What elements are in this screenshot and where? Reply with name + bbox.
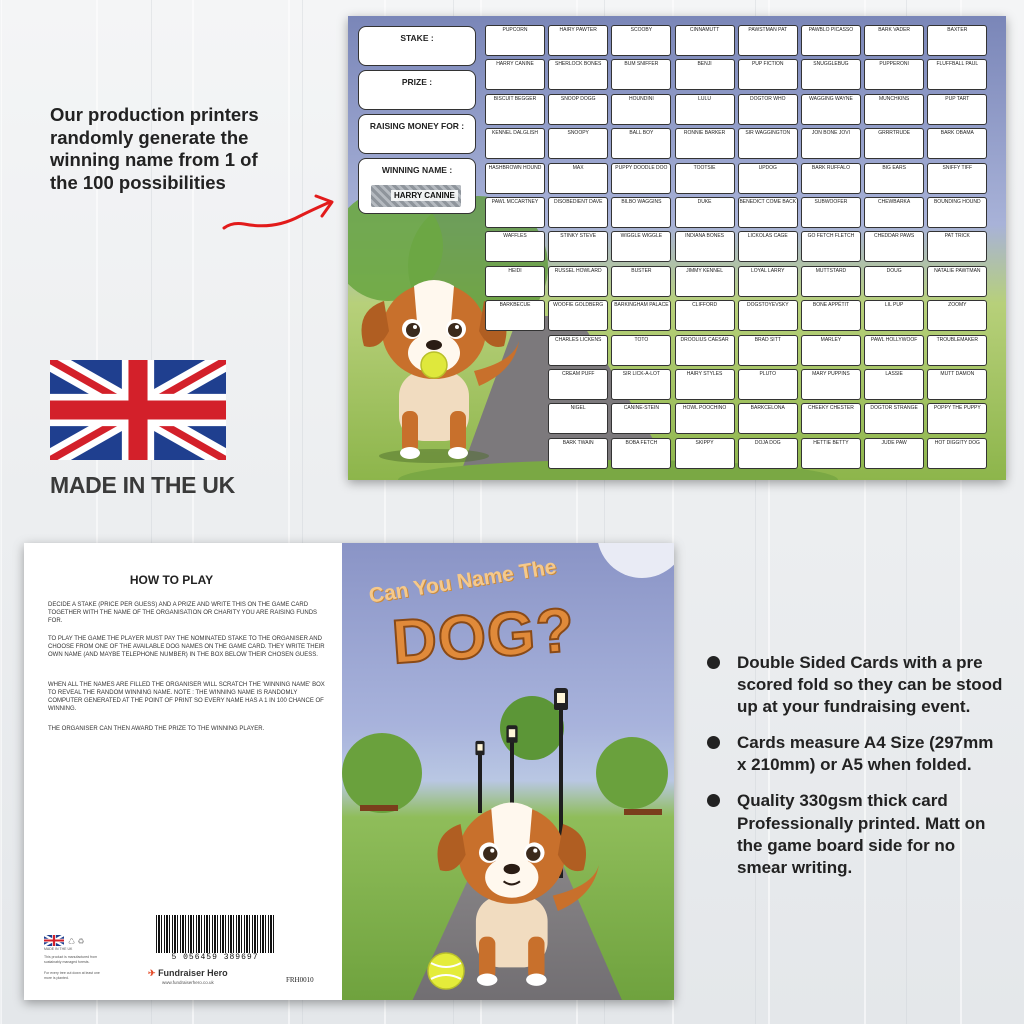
dog-name-cell[interactable]: BIG EARS	[864, 163, 924, 194]
dog-name-cell[interactable]: POPPY THE PUPPY	[927, 403, 987, 434]
game-card-back	[24, 543, 674, 1000]
lamp-icon	[554, 688, 568, 710]
lamp-icon	[506, 725, 517, 743]
dog-name-cell[interactable]: TROUBLEMAKER	[927, 335, 987, 366]
dog-name-cell[interactable]: PAWBLO PICASSO	[801, 25, 861, 56]
red-arrow-icon	[220, 192, 340, 242]
dog-name-cell[interactable]: MARLEY	[801, 335, 861, 366]
dog-name-cell[interactable]: MUNCHKINS	[864, 94, 924, 125]
dog-name-cell[interactable]: PUPPY DOODLE DOO	[611, 163, 671, 194]
dog-name-cell[interactable]: JON BONE JOVI	[801, 128, 861, 159]
dog-name-cell[interactable]: BISCUIT BEGGER	[485, 94, 545, 125]
cover-title-line1: Can You Name The	[367, 555, 558, 608]
game-card-front	[348, 16, 1006, 480]
dog-name-cell[interactable]: CINNAMUTT	[675, 25, 735, 56]
dog-name-cell[interactable]: HASHBROWN HOUND	[485, 163, 545, 194]
dog-name-cell[interactable]: BONE APPÉTIT	[801, 300, 861, 331]
dog-name-cell[interactable]: BENJI	[675, 59, 735, 90]
dog-name-cell[interactable]: WIGGLE WIGGLE	[611, 231, 671, 262]
dog-name-cell[interactable]: WOOFIE GOLDBERG	[548, 300, 608, 331]
dog-name-cell[interactable]: KENNEL DALGLISH	[485, 128, 545, 159]
dog-name-cell[interactable]: DUKE	[675, 197, 735, 228]
made-in-small: MADE IN THE UK	[44, 947, 73, 951]
dog-name-cell[interactable]: SUBWOOFER	[801, 197, 861, 228]
dog-name-cell[interactable]: RUSSEL HOWLARD	[548, 266, 608, 297]
dog-name-cell[interactable]: LASSIE	[864, 369, 924, 400]
feature-item	[705, 732, 1005, 776]
rule-paragraph: THE ORGANISER CAN THEN AWARD THE PRIZE TO THE WINNING PLAYER.	[48, 726, 265, 732]
dog-name-cell[interactable]: INDIANA BONES	[675, 231, 735, 262]
dog-name-cell[interactable]: LIL PUP	[864, 300, 924, 331]
dog-name-cell[interactable]: BENEDICT COME BACK	[738, 197, 798, 228]
dog-name-cell[interactable]: BARKINGHAM PALACE	[611, 300, 671, 331]
dog-name-cell[interactable]: PUPPERONI	[864, 59, 924, 90]
dog-name-cell[interactable]: PAWL MCCARTNEY	[485, 197, 545, 228]
dog-name-cell[interactable]: MUTTSTARD	[801, 266, 861, 297]
dog-name-cell[interactable]: TOOTSIE	[675, 163, 735, 194]
dog-name-cell[interactable]: SKIPPY	[675, 438, 735, 469]
dog-name-cell[interactable]: SHERLOCK BONES	[548, 59, 608, 90]
dog-name-cell[interactable]: HARRY CANINE	[485, 59, 545, 90]
tree-note: For every tree cut down at least one more is planted.	[44, 971, 100, 980]
dog-name-cell[interactable]: BARKBECUE	[485, 300, 545, 331]
dog-name-cell[interactable]: HETTIE BETTY	[801, 438, 861, 469]
dog-name-cell[interactable]: PAWSTMAN PAT	[738, 25, 798, 56]
feature-item	[705, 652, 1005, 718]
dog-name-cell[interactable]: DROOLIUS CAESAR	[675, 335, 735, 366]
made-in-uk-label: MADE IN THE UK	[50, 472, 235, 498]
dog-name-cell[interactable]: LULU	[675, 94, 735, 125]
dog-name-cell[interactable]: BARK RUFFALO	[801, 163, 861, 194]
printer-note: Our production printers randomly generate the winning name from 1 of the 100 possibilities	[50, 104, 259, 193]
dog-name-cell[interactable]: RONNIE BARKER	[675, 128, 735, 159]
tennis-ball-icon	[426, 951, 466, 991]
brand-url: www.fundraiserhero.co.uk	[162, 980, 214, 985]
how-to-play-title: HOW TO PLAY	[129, 573, 214, 587]
rule-paragraph: DECIDE A STAKE (PRICE PER GUESS) AND A PRIZE AND WRITE THIS ON THE GAME CARD TOGETHER WITH THE NAME OF THE ORGANISATION OR CHARITY YOU ARE RAISING FUNDS FOR.	[48, 602, 318, 625]
dog-name-cell[interactable]: LOYAL LARRY	[738, 266, 798, 297]
dog-name-cell[interactable]: BARK VADER	[864, 25, 924, 56]
rule-paragraph: WHEN ALL THE NAMES ARE FILLED THE ORGANISER WILL SCRATCH THE 'WINNING NAME' BOX TO REVEAL THE RANDOM WINNING NAME. NOTE : THE WINNING NAME IS RANDOMLY COMPUTER GENERATED AT THE POINT OF PRINT SO EVERY NAME HAS A 1 IN 100 CHANCE OF WINNING.	[48, 682, 325, 713]
dog-name-cell[interactable]: HOUNDINI	[611, 94, 671, 125]
dog-name-cell[interactable]: GRRRTRUDE	[864, 128, 924, 159]
dog-name-cell[interactable]: SIR LICK-A-LOT	[611, 369, 671, 400]
bullet-icon	[707, 656, 720, 669]
bullet-icon	[707, 794, 720, 807]
dog-name-cell[interactable]: BUSTER	[611, 266, 671, 297]
feature-text: Quality 330gsm thick card Professionally printed. Matt on the game board side for no smear writing.	[737, 791, 986, 877]
lamp-icon	[475, 741, 484, 755]
winning-name-box[interactable]	[358, 158, 476, 214]
stake-box[interactable]	[358, 26, 476, 66]
dog-name-cell[interactable]: DOGTOR WHO	[738, 94, 798, 125]
dog-name-cell[interactable]: BUM SNIFFER	[611, 59, 671, 90]
dog-name-cell[interactable]: LICKOLAS CAGE	[738, 231, 798, 262]
front-cover-panel	[342, 543, 674, 1000]
dog-name-cell[interactable]: BALL BOY	[611, 128, 671, 159]
dog-name-cell[interactable]: JIMMY KENNEL	[675, 266, 735, 297]
dog-names-grid	[485, 25, 987, 469]
scratch-panel[interactable]	[371, 185, 461, 207]
dog-name-cell[interactable]: WAFFLES	[485, 231, 545, 262]
dog-name-cell[interactable]: UPDOG	[738, 163, 798, 194]
union-jack-flag-icon	[50, 360, 226, 460]
dog-name-cell[interactable]: CHEDDAR PAWS	[864, 231, 924, 262]
dog-name-cell[interactable]: DOUG	[864, 266, 924, 297]
cover-title-line2: DOG?	[389, 595, 578, 678]
dog-name-cell[interactable]: MUTT DAMON	[927, 369, 987, 400]
dog-name-cell[interactable]: PLUTO	[738, 369, 798, 400]
dog-name-cell[interactable]: DOJA DOG	[738, 438, 798, 469]
dog-name-cell[interactable]: ZOOMY	[927, 300, 987, 331]
bullet-icon	[707, 736, 720, 749]
small-uk-flag-icon	[44, 935, 64, 946]
dog-name-cell[interactable]: BARK TWAIN	[548, 438, 608, 469]
dog-name-cell[interactable]: WAGGING WAYNE	[801, 94, 861, 125]
dog-name-cell[interactable]: PUPCORN	[485, 25, 545, 56]
dog-name-cell[interactable]: HAIRY STYLES	[675, 369, 735, 400]
feature-text: Cards measure A4 Size (297mm x 210mm) or A5 when folded.	[737, 733, 994, 775]
dog-name-cell[interactable]: JUDE PAW	[864, 438, 924, 469]
raising-label: RAISING MONEY FOR :	[369, 121, 465, 131]
feature-list	[705, 652, 1005, 893]
dog-name-cell[interactable]: HAIRY PAWTER	[548, 25, 608, 56]
dog-name-cell[interactable]: CHARLES LICKENS	[548, 335, 608, 366]
dog-name-cell[interactable]: BOBA FETCH	[611, 438, 671, 469]
dog-name-cell[interactable]: CANINE-STEIN	[611, 403, 671, 434]
dog-name-cell[interactable]: MARY PUPPINS	[801, 369, 861, 400]
dog-name-cell[interactable]: CHEWBARKA	[864, 197, 924, 228]
dog-name-cell[interactable]: STINKY STEVE	[548, 231, 608, 262]
dog-name-cell[interactable]: HOT DIGGITY DOG	[927, 438, 987, 469]
feature-item	[705, 790, 1005, 878]
dog-name-cell[interactable]: CLIFFORD	[675, 300, 735, 331]
dog-name-cell[interactable]: HOWL POOCHINO	[675, 403, 735, 434]
dog-name-cell[interactable]: SIR WAGGINGTON	[738, 128, 798, 159]
rule-paragraph: TO PLAY THE GAME THE PLAYER MUST PAY THE NOMINATED STAKE TO THE ORGANISER AND CHOOSE FROM ONE OF THE AVAILABLE DOG NAMES ON THE GAME CARD. THEY WRITE THEIR OWN NAME (AND MAYBE TELEPHONE NUMBER) IN THE BOX BELOW THEIR CHOSEN GUESS.	[48, 636, 325, 659]
dog-name-cell[interactable]: DOGSTOYEVSKY	[738, 300, 798, 331]
winning-label: WINNING NAME :	[381, 165, 453, 175]
brand-logo	[148, 968, 228, 979]
dog-name-cell[interactable]: BAXTER	[927, 25, 987, 56]
dog-name-cell[interactable]: DISOBEDIENT DAVE	[548, 197, 608, 228]
winning-name: HARRY CANINE	[391, 190, 458, 201]
dog-name-cell[interactable]: SNIFFY TIFF	[927, 163, 987, 194]
dog-name-cell[interactable]: HEIDI	[485, 266, 545, 297]
dog-name-cell[interactable]: PUP FICTION	[738, 59, 798, 90]
dog-name-cell[interactable]: TOTO	[611, 335, 671, 366]
dog-name-cell[interactable]: SNOOP DOGG	[548, 94, 608, 125]
dog-name-cell[interactable]: SNUGGLEBUG	[801, 59, 861, 90]
sourcing-note: This product is manufactured from sustainably managed forests.	[44, 955, 98, 964]
brand-name: Fundraiser Hero	[158, 968, 228, 978]
dog-name-cell[interactable]: BILBO WAGGINS	[611, 197, 671, 228]
dog-name-cell[interactable]: CHEEKY CHESTER	[801, 403, 861, 434]
prize-label: PRIZE :	[401, 77, 433, 87]
stake-label: STAKE :	[400, 33, 434, 43]
dog-name-cell[interactable]: NIGEL	[548, 403, 608, 434]
raising-money-box[interactable]	[358, 114, 476, 154]
dog-name-cell[interactable]: FLUFFBALL PAUL	[927, 59, 987, 90]
dog-name-cell[interactable]: BARK OBAMA	[927, 128, 987, 159]
dog-name-cell[interactable]: BOUNDING HOUND	[927, 197, 987, 228]
dog-name-cell[interactable]: BRAD SITT	[738, 335, 798, 366]
brand-mark-icon: ✈	[148, 968, 156, 978]
dog-name-cell[interactable]: SCOOBY	[611, 25, 671, 56]
recycle-icon: ♺ ♻	[68, 937, 85, 946]
feature-text: Double Sided Cards with a pre scored fold so they can be stood up at your fundraising event.	[737, 653, 1003, 717]
prize-box[interactable]	[358, 70, 476, 110]
dog-name-cell[interactable]: DOGTOR STRANGE	[864, 403, 924, 434]
dog-name-cell[interactable]: SNOOPY	[548, 128, 608, 159]
dog-name-cell[interactable]: BARKCELONA	[738, 403, 798, 434]
dog-name-cell[interactable]: GO FETCH FLETCH	[801, 231, 861, 262]
dog-name-cell[interactable]: CREAM PUFF	[548, 369, 608, 400]
dog-name-cell[interactable]: PAT TRICK	[927, 231, 987, 262]
barcode-number: 5 056459 389697	[152, 953, 278, 962]
how-to-play-panel	[24, 543, 342, 1000]
dog-name-cell[interactable]: MAX	[548, 163, 608, 194]
product-code: FRH0010	[286, 976, 314, 984]
dog-name-cell[interactable]: NATALIE PAWTMAN	[927, 266, 987, 297]
dog-name-cell[interactable]: PUP TART	[927, 94, 987, 125]
dog-name-cell[interactable]: PAWL HOLLYWOOF	[864, 335, 924, 366]
